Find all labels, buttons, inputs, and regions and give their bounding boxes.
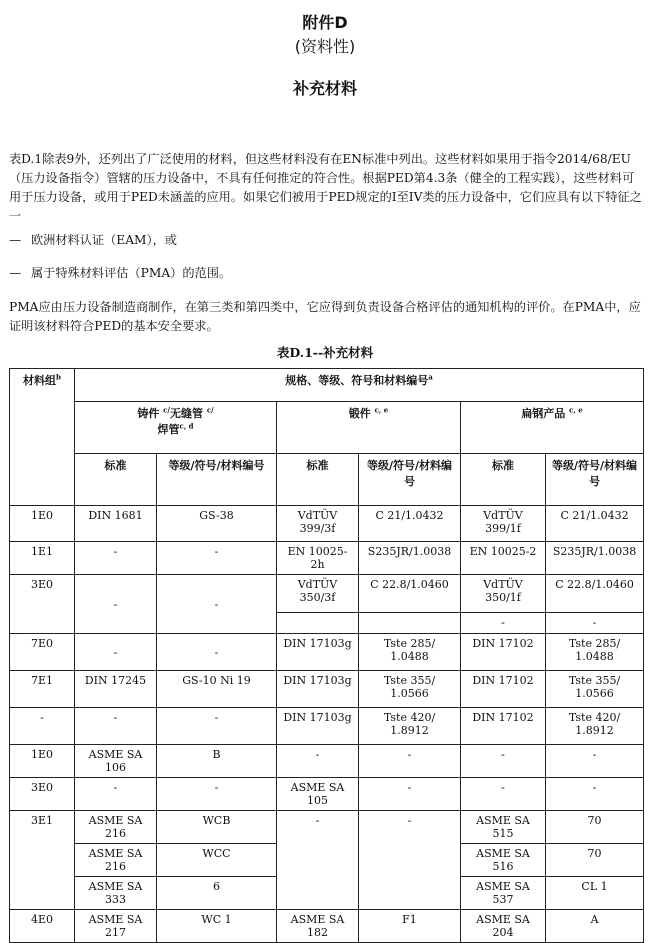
cell-forg-grade: Tste 285/ 1.0488 <box>359 634 461 671</box>
cell-flat-grade: C 22.8/1.0460 <box>546 575 644 613</box>
table-row <box>10 506 644 542</box>
cell-cast-std: - <box>75 634 157 671</box>
cell-forg-grade <box>359 613 461 634</box>
table-row <box>10 671 644 708</box>
table-row <box>10 542 644 575</box>
table-row <box>10 811 644 844</box>
table-row <box>10 745 644 778</box>
cell-forg-grade: Tste 355/ 1.0566 <box>359 671 461 708</box>
cell-cast-std: ASME SA 216 <box>75 811 157 844</box>
cell-cast-grade: 6 <box>157 877 277 910</box>
bullet-dash: — <box>9 233 22 247</box>
cell-group: 1E0 <box>10 745 75 778</box>
cell-flat-grade: - <box>546 745 644 778</box>
header-material-group: 材料组$^b$ <box>10 369 75 506</box>
cell-forg-std: ASME SA 105 <box>277 778 359 811</box>
annex-nature: (资料性) <box>294 37 356 56</box>
cell-forg-grade: S235JR/1.0038 <box>359 542 461 575</box>
header-forgings: 锻件 $^{c, e}$ <box>277 402 461 454</box>
cell-cast-std: - <box>75 542 157 575</box>
cell-flat-grade: 70 <box>546 811 644 844</box>
intro-paragraph: 表D.1除表9外，还列出了广泛使用的材料，但这些材料没有在EN标准中列出。这些材料如果用于指令2014/68/EU（压力设备指令）管辖的压力设备中，不具有任何推定的符合性。根据PED第4.3条（健全的工程实践），这些材料可用于压力设备，或用于PED未涵盖的应用。如果它们被用于PED规定的I至IV类的压力设备中，它们应具有以下特征之一 <box>9 152 642 223</box>
table-row <box>10 910 644 943</box>
cell-forg-grade: C 22.8/1.0460 <box>359 575 461 613</box>
cell-flat-grade: CL 1 <box>546 877 644 910</box>
cell-forg-std: ASME SA 182 <box>277 910 359 943</box>
cell-flat-grade: 70 <box>546 844 644 877</box>
cell-group: 1E1 <box>10 542 75 575</box>
cell-group: 1E0 <box>10 506 75 542</box>
cell-cast-std: ASME SA 333 <box>75 877 157 910</box>
cell-flat-std: ASME SA 516 <box>461 844 546 877</box>
cell-cast-std: DIN 17245 <box>75 671 157 708</box>
cell-forg-std: DIN 17103g <box>277 708 359 745</box>
cell-cast-std: ASME SA 216 <box>75 844 157 877</box>
cell-forg-std: VdTÜV 399/3f <box>277 506 359 542</box>
cell-forg-std: DIN 17103g <box>277 634 359 671</box>
subheader-grade: 等级/符号/材料编号 <box>157 454 277 506</box>
cell-cast-std: - <box>75 708 157 745</box>
cell-cast-grade: WCC <box>157 844 277 877</box>
annex-label: 附件D <box>302 13 348 32</box>
cell-cast-grade: - <box>157 542 277 575</box>
cell-group: 3E1 <box>10 811 75 910</box>
cell-flat-std: DIN 17102 <box>461 634 546 671</box>
cell-forg-std: - <box>277 745 359 778</box>
subheader-grade: 等级/符号/材料编号 <box>359 454 461 506</box>
table-row <box>10 634 644 671</box>
cell-cast-std: DIN 1681 <box>75 506 157 542</box>
cell-cast-grade: - <box>157 708 277 745</box>
bullet-pma <box>9 264 231 283</box>
cell-flat-std: DIN 17102 <box>461 708 546 745</box>
cell-forg-grade: C 21/1.0432 <box>359 506 461 542</box>
cell-forg-grade: F1 <box>359 910 461 943</box>
cell-forg-std: EN 10025-2h <box>277 542 359 575</box>
cell-forg-std: - <box>277 811 359 910</box>
cell-cast-std: - <box>75 778 157 811</box>
cell-flat-grade: A <box>546 910 644 943</box>
cell-flat-std: VdTÜV 399/1f <box>461 506 546 542</box>
cell-group: 7E0 <box>10 634 75 671</box>
cell-group: 7E1 <box>10 671 75 708</box>
cell-cast-grade: WCB <box>157 811 277 844</box>
materials-table <box>9 368 644 943</box>
cell-flat-grade: - <box>546 778 644 811</box>
cell-flat-std: DIN 17102 <box>461 671 546 708</box>
cell-cast-grade: - <box>157 778 277 811</box>
cell-group: - <box>10 708 75 745</box>
header-spec: 规格、等级、符号和材料编号$^a$ <box>75 369 644 402</box>
cell-flat-std: - <box>461 778 546 811</box>
cell-flat-std: ASME SA 515 <box>461 811 546 844</box>
cell-forg-grade: - <box>359 745 461 778</box>
table-caption: 表D.1--补充材料 <box>276 345 374 360</box>
cell-flat-std: ASME SA 537 <box>461 877 546 910</box>
cell-flat-std: ASME SA 204 <box>461 910 546 943</box>
cell-flat-grade: S235JR/1.0038 <box>546 542 644 575</box>
cell-cast-grade: WC 1 <box>157 910 277 943</box>
subheader-grade: 等级/符号/材料编号 <box>546 454 644 506</box>
cell-forg-grade: Tste 420/ 1.8912 <box>359 708 461 745</box>
bullet-pma-text: 属于特殊材料评估（PMA）的范围。 <box>31 266 232 280</box>
header-castings: 铸件 $^{c/}$无缝管 $^{c/}$ 焊管$^{c, d}$ <box>75 402 277 454</box>
cell-flat-grade: - <box>546 613 644 634</box>
cell-cast-grade: B <box>157 745 277 778</box>
cell-flat-std: VdTÜV 350/1f <box>461 575 546 613</box>
cell-flat-grade: Tste 285/ 1.0488 <box>546 634 644 671</box>
cell-forg-std <box>277 613 359 634</box>
cell-flat-std: - <box>461 745 546 778</box>
cell-flat-std: EN 10025-2 <box>461 542 546 575</box>
bullet-eam-text: 欧洲材料认证（EAM），或 <box>31 233 177 247</box>
cell-forg-std: DIN 17103g <box>277 671 359 708</box>
table-row <box>10 708 644 745</box>
cell-group: 3E0 <box>10 778 75 811</box>
subheader-standard: 标准 <box>75 454 157 506</box>
cell-flat-grade: Tste 420/ 1.8912 <box>546 708 644 745</box>
cell-forg-std: VdTÜV 350/3f <box>277 575 359 613</box>
bullet-dash: — <box>9 266 22 280</box>
cell-group: 4E0 <box>10 910 75 943</box>
cell-cast-std: ASME SA 217 <box>75 910 157 943</box>
cell-cast-grade: GS-38 <box>157 506 277 542</box>
cell-flat-grade: Tste 355/ 1.0566 <box>546 671 644 708</box>
cell-cast-grade: - <box>157 575 277 634</box>
header-flat-products: 扁钢产品 $^{c, e}$ <box>461 402 644 454</box>
table-row <box>10 778 644 811</box>
cell-cast-grade: GS-10 Ni 19 <box>157 671 277 708</box>
cell-forg-grade: - <box>359 778 461 811</box>
section-title: 补充材料 <box>292 79 357 98</box>
cell-cast-grade: - <box>157 634 277 671</box>
cell-flat-grade: C 21/1.0432 <box>546 506 644 542</box>
table-row <box>10 575 644 613</box>
cell-flat-std: - <box>461 613 546 634</box>
cell-forg-grade: - <box>359 811 461 910</box>
subheader-standard: 标准 <box>461 454 546 506</box>
pma-paragraph: PMA应由压力设备制造商制作，在第三类和第四类中，它应得到负责设备合格评估的通知机构的评价。在PMA中，应证明该材料符合PED的基本安全要求。 <box>9 300 641 333</box>
subheader-standard: 标准 <box>277 454 359 506</box>
cell-group: 3E0 <box>10 575 75 634</box>
cell-cast-std: ASME SA 106 <box>75 745 157 778</box>
cell-cast-std: - <box>75 575 157 634</box>
bullet-eam <box>9 231 177 250</box>
